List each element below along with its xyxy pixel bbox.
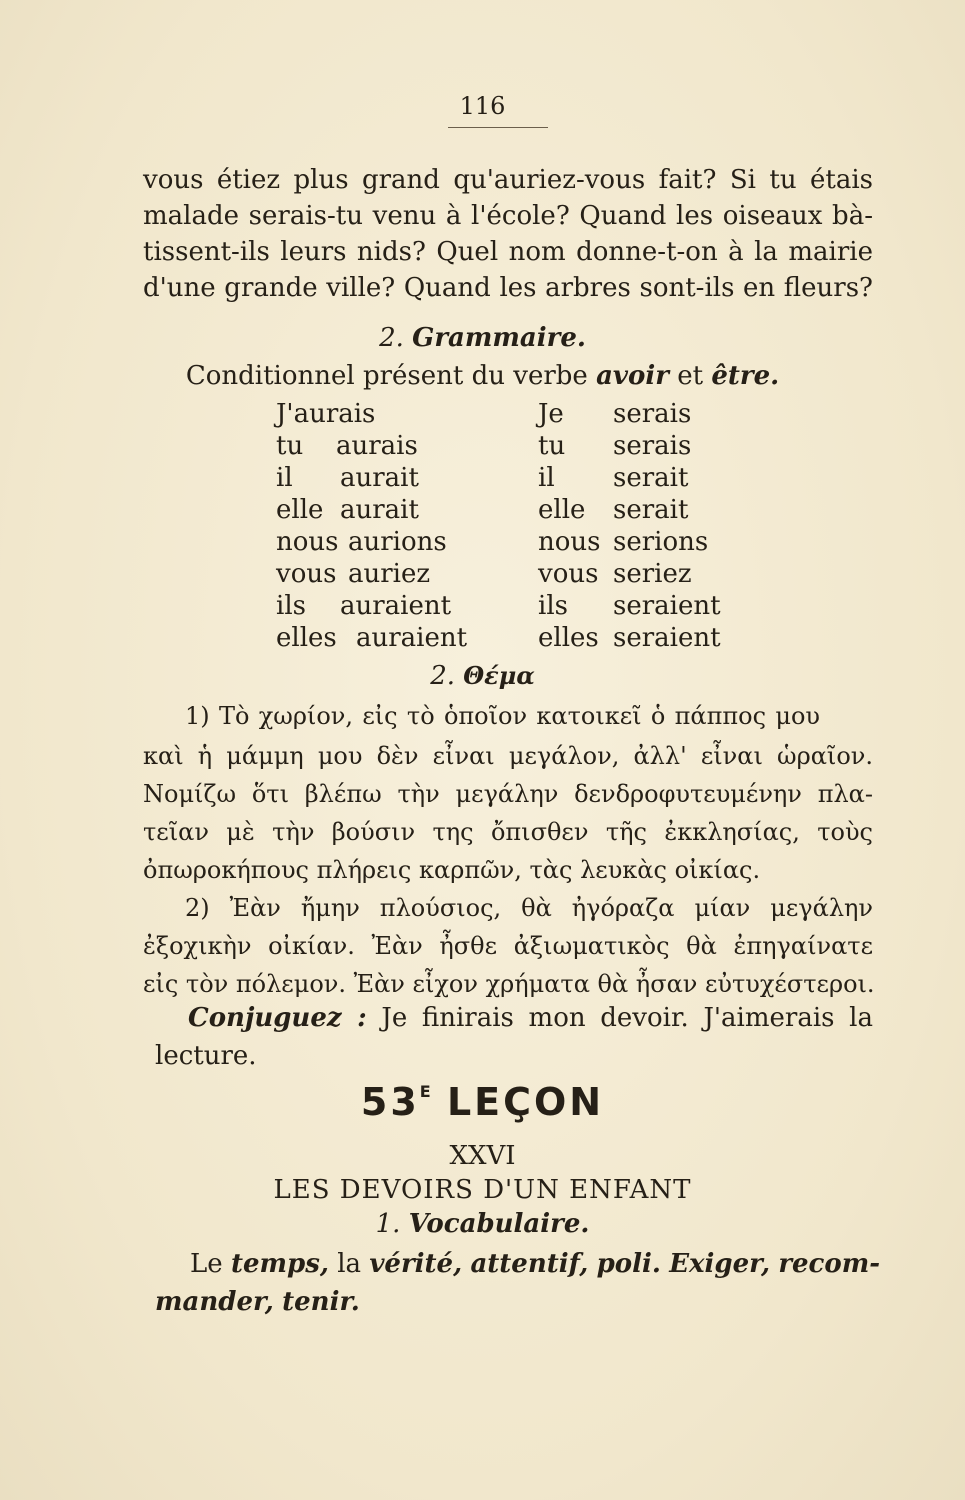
verb-etre: être. — [711, 361, 780, 391]
vocab-article: Le — [190, 1249, 223, 1279]
vocab-heading — [0, 1206, 965, 1242]
avoir-form: aurait — [340, 463, 419, 493]
avoir-form: auraient — [340, 591, 452, 621]
avoir-form: aurais — [336, 431, 418, 461]
vocab-heading-number: 1. — [375, 1209, 401, 1239]
etre-pronoun: Je — [538, 399, 564, 429]
conjuguez-label: Conjuguez : — [188, 1003, 367, 1033]
page-number-rule — [448, 127, 548, 128]
vocab-word: tenir. — [282, 1287, 360, 1317]
theme-heading — [0, 658, 965, 694]
etre-form: serait — [613, 463, 689, 493]
vocab-heading-title: Vocabulaire. — [408, 1209, 590, 1239]
vocab-word: recom- — [778, 1249, 881, 1279]
lesson-suffix: E — [419, 1082, 431, 1101]
lesson-number: 53 — [360, 1080, 420, 1124]
theme-line: Νομίζω ὅτι βλέπω τὴν μεγάλην δενδροφυτευμένην πλα- — [143, 780, 873, 808]
theme-line: ἐξοχικὴν οἰκίαν. Ἐὰν ἦσθε ἀξιωματικὸς θὰ ἐπηγαίνατε — [143, 932, 873, 960]
etre-pronoun: elle — [538, 495, 586, 525]
avoir-pronoun: tu — [276, 431, 304, 461]
avoir-pronoun: elles — [276, 623, 337, 653]
avoir-pronoun: ils — [276, 591, 306, 621]
theme-line: ὀπωροκήπους πλήρεις καρπῶν, τὰς λευκὰς οἰκίας. — [143, 856, 761, 884]
avoir-pronoun: il — [276, 463, 293, 493]
avoir-form: auriez — [348, 559, 431, 589]
theme-heading-title: Θέμα — [463, 661, 535, 690]
vocab-line — [190, 1246, 880, 1282]
grammar-heading-number: 2. — [379, 323, 404, 353]
etre-form: serait — [613, 495, 689, 525]
lesson-title: LES DEVOIRS D'UN ENFANT — [273, 1175, 692, 1205]
avoir-form: aurions — [348, 527, 447, 557]
theme-line: τεῖαν μὲ τὴν βούσιν της ὄπισθεν τῆς ἐκκλησίας, τοὺς — [143, 818, 873, 846]
avoir-pronoun: vous — [276, 559, 337, 589]
lesson-word: LEÇON — [446, 1080, 605, 1124]
intro-line: malade serais-tu venu à l'école? Quand les oiseaux bà- — [143, 201, 873, 231]
theme-heading-number: 2. — [430, 661, 455, 691]
conjuguez-line — [188, 1000, 873, 1036]
grammar-heading — [0, 320, 965, 356]
avoir-pronoun: elle — [276, 495, 324, 525]
vocab-word: Exiger, — [669, 1249, 771, 1279]
vocab-word: attentif, — [470, 1249, 589, 1279]
avoir-pronoun: J'aurais — [276, 399, 376, 429]
theme-line: 2) Ἐὰν ἤμην πλούσιος, θὰ ἠγόραζα μίαν μεγάλην — [185, 894, 873, 922]
avoir-form: auraient — [356, 623, 468, 653]
conjuguez-text: Je finirais mon devoir. J'aimerais la — [381, 1003, 873, 1033]
page-number: 116 — [459, 92, 506, 120]
etre-form: seraient — [613, 591, 721, 621]
lesson-roman: XXVI — [449, 1141, 516, 1171]
etre-form: serions — [613, 527, 709, 557]
avoir-pronoun: nous — [276, 527, 339, 557]
grammar-and: et — [677, 361, 704, 391]
etre-pronoun: ils — [538, 591, 568, 621]
vocab-article: la — [337, 1249, 362, 1279]
theme-line: καὶ ἡ μάμμη μου δὲν εἶναι μεγάλον, ἀλλ' εἶναι ὡραῖον. — [143, 742, 873, 770]
vocab-word: mander, — [155, 1287, 274, 1317]
etre-form: seraient — [613, 623, 721, 653]
avoir-form: aurait — [340, 495, 419, 525]
theme-line: εἰς τὸν πόλεμον. Ἐὰν εἶχον χρήματα θὰ ἦσαν εὐτυχέστεροι. — [143, 970, 875, 998]
theme-line: 1) Τὸ χωρίον, εἰς τὸ ὁποῖον κατοικεῖ ὁ πάππος μου — [185, 702, 820, 730]
intro-line: tissent-ils leurs nids? Quel nom donne-t-on à la mairie — [143, 237, 873, 267]
grammar-subtitle — [0, 358, 965, 394]
etre-pronoun: vous — [538, 559, 599, 589]
grammar-heading-title: Grammaire. — [412, 323, 586, 353]
lesson-heading — [0, 1080, 965, 1124]
vocab-word: vérité, — [369, 1249, 463, 1279]
etre-pronoun: nous — [538, 527, 601, 557]
vocab-word: temps, — [230, 1249, 329, 1279]
etre-form: serais — [613, 399, 692, 429]
etre-pronoun: tu — [538, 431, 566, 461]
etre-form: seriez — [613, 559, 692, 589]
etre-pronoun: elles — [538, 623, 599, 653]
intro-line: d'une grande ville? Quand les arbres sont-ils en fleurs? — [143, 273, 873, 303]
vocab-line-2 — [155, 1284, 885, 1320]
vocab-word: poli. — [596, 1249, 661, 1279]
conjuguez-line-2: lecture. — [155, 1041, 257, 1071]
etre-form: serais — [613, 431, 692, 461]
grammar-subtitle-prefix: Conditionnel présent du verbe — [185, 361, 588, 391]
intro-line: vous étiez plus grand qu'auriez-vous fait? Si tu étais — [143, 165, 873, 195]
verb-avoir: avoir — [596, 361, 669, 391]
etre-pronoun: il — [538, 463, 555, 493]
